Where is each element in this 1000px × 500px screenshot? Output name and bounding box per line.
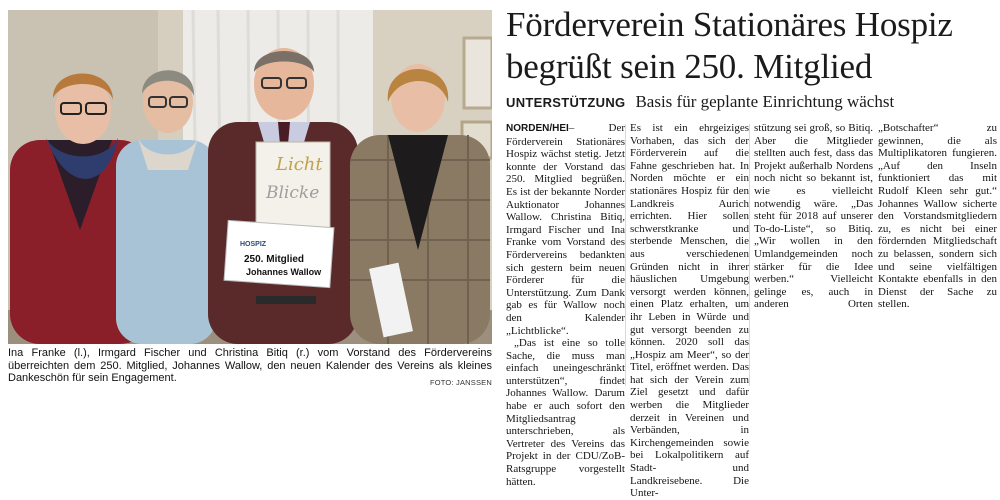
sign-line-1: 250. Mitglied bbox=[244, 254, 305, 265]
calendar-title-2: Blicke bbox=[266, 183, 320, 203]
article-paragraph: stützung sei groß, so Bitiq. Aber die Mitglieder stellten auch fest, dass das Projekt außerhalb Nordens noch nicht so bekannt ist, wie es vielleicht notwendig wäre. „Das steht für 2018 auf unserer To-do-Liste“, so Bitiq. „Wir wollen in den Umlandgemeinden noch stärker für die Idee werben.“ Vielleicht gelinge es, auch in anderen Orten „Botschafter“ zu gewinnen, die als Multiplikatoren fungieren. „Auf den Inseln funktioniert das mit Rudolf Kleen sehr gut.“ Johannes Wallow sicherte den Vorstandsmitgliedern zu, es nicht bei einer fördernden Mitgliedschaft zu belassen, sondern sich und seine vielfältigen Kontakte ebenfalls in den Dienst der Sache zu stellen. bbox=[754, 122, 997, 311]
article-photo bbox=[8, 10, 492, 344]
article-paragraph bbox=[506, 122, 625, 337]
article-paragraph: „Das ist eine so tolle Sache, die muss man einfach uneingeschränkt unterstützen“, findet Johannes Wallow. Darum habe er auch sofort den Mitgliedsantrag unterschrieben, als Vertreter des Vereins das Projekt in der CDU/ZoB-Ratsgruppe vorgestellt hätten. bbox=[506, 337, 625, 488]
article-column-3 bbox=[754, 122, 997, 386]
column-divider bbox=[749, 124, 750, 386]
photo-credit: FOTO: JANSSEN bbox=[429, 378, 492, 387]
paragraph-text: – Der Förderverein Stationäres Hospiz wächst stetig. Jetzt konnte der Vorstand das 250. Mitglied begrüßen. Es ist der bekannte Norder Auktionator Johannes Wallow. Christina Bitiq, Irmgard Fischer und Ina Franke vom Vorstand des Fördervereins bedankten sich gestern beim neuen Förderer für die Unterstützung. Zum Dank gab es für Wallow noch den Kalender „Lichtblicke“. bbox=[506, 122, 625, 337]
kicker: UNTERSTÜTZUNG bbox=[506, 95, 626, 110]
subheadline: Basis für geplante Einrichtung wächst bbox=[635, 92, 895, 111]
article-paragraph: Es ist ein ehrgeiziges Vorhaben, das sich der Förderverein auf die Fahne geschrieben hat. In Norden möchte er ein stationäres Hospiz für den Landkreis Aurich errichten. Hier sollen schwerstkranke und sterbende Menschen, die aus verschiedenen Gründen nicht in ihrer häuslichen Umgebung versorgt werden können, einen Platz erhalten, um ihr Leben in Würde und gut versorgt beenden zu können. 2020 soll das „Hospiz am Meer“, so der Titel, eröffnet werden. Das hat sich der Verein zum Ziel gesetzt und dafür werben die Mitglieder derzeit in Vereinen und Verbänden, in Kirchengemeinden sowie bei Lokalpolitikern auf Stadt- und Landkreisebene. Die Unter- bbox=[630, 122, 749, 500]
article-column-2 bbox=[630, 122, 749, 500]
kicker-row bbox=[506, 92, 996, 112]
headline-line-1: Förderverein Stationäres Hospiz bbox=[506, 5, 953, 44]
photo-illustration bbox=[8, 10, 492, 344]
calendar-title-1: Licht bbox=[276, 154, 323, 175]
article-column-1 bbox=[506, 122, 625, 488]
sign-line-2: Johannes Wallow bbox=[246, 267, 322, 277]
dateline: NORDEN/HEI bbox=[506, 123, 569, 134]
member-sign bbox=[224, 220, 334, 287]
calendar-lichtblicke bbox=[256, 142, 330, 234]
photo-caption: Ina Franke (l.), Irmgard Fischer und Christina Bitiq (r.) vom Vorstand des Fördervereins überreichten dem 250. Mitglied, Johannes Wallow, den neuen Kalender des Vereins als kleines Dankeschön für sein Engagement. bbox=[8, 347, 492, 385]
headline-line-2: begrüßt sein 250. Mitglied bbox=[506, 47, 873, 86]
sign-logo: HOSPIZ bbox=[240, 241, 267, 248]
article-headline bbox=[506, 4, 996, 88]
column-divider bbox=[625, 124, 626, 386]
